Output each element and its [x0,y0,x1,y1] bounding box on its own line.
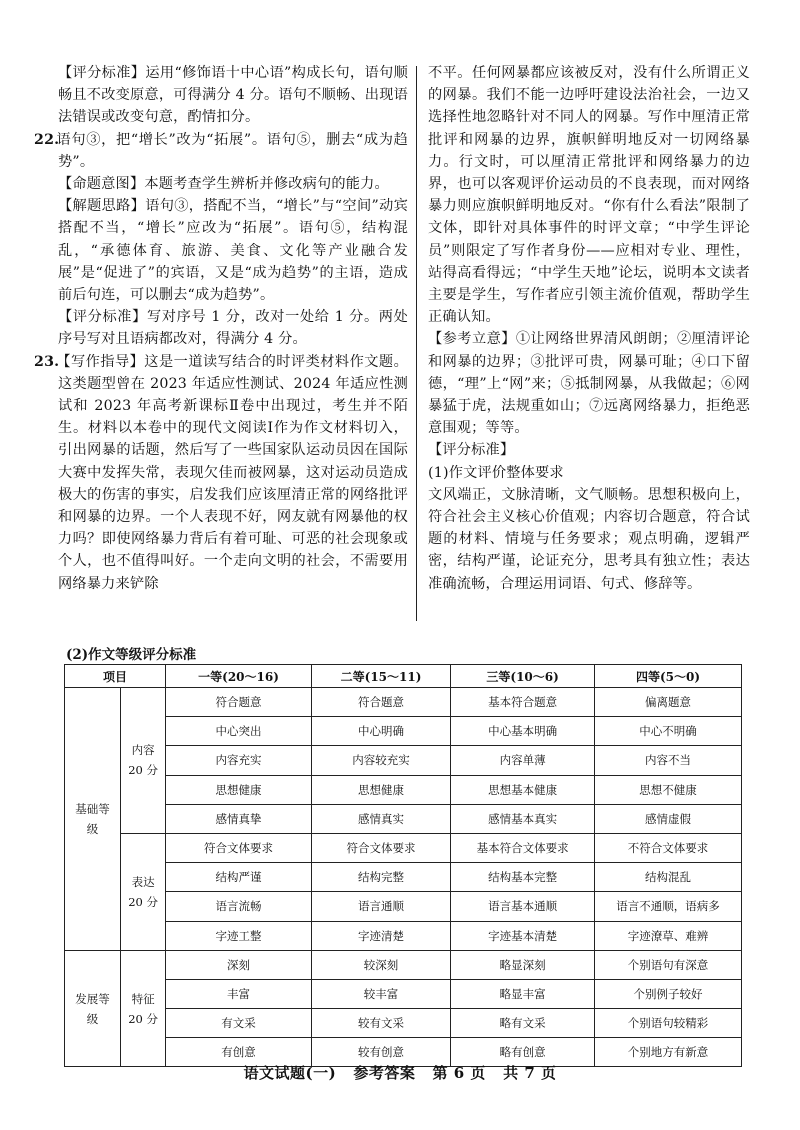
paragraph-text: 【参考立意】①让网络世界清风朗朗；②厘清评论和网暴的边界；③批评可贵，网暴可耻；④口下留德，“理”上“网”来；⑤抵制网暴，从我做起；⑥网暴猛于虎，法规重如山；⑦远离网络暴力，拒绝恶意围观；等等。 [428,331,750,437]
section-content: 内容 20 分 [121,688,166,834]
table-cell: 内容充实 [166,746,312,775]
table-cell: 思想健康 [166,775,312,804]
paragraph-text: (1)作文评价整体要求 [428,464,564,481]
footer-page: 第 6 页 [432,1064,486,1082]
table-cell: 字迹清楚 [311,921,450,950]
table-cell: 内容单薄 [451,746,595,775]
table-row [65,892,742,921]
table-row [65,688,742,717]
table-cell: 语言基本通顺 [451,892,595,921]
header-item: 项目 [65,665,166,688]
header-grade-3: 三等(10～6) [451,665,595,688]
table-cell: 结构严谨 [166,863,312,892]
table-cell: 语言流畅 [166,892,312,921]
table-row [65,746,742,775]
answer-paragraph [58,62,408,129]
table-header-row [65,665,742,688]
table-cell: 结构完整 [311,863,450,892]
answer-paragraph [428,484,750,595]
table-cell: 结构基本完整 [451,863,595,892]
footer-subtitle: 参考答案 [353,1064,416,1082]
section-feature: 特征 20 分 [121,950,166,1067]
table-cell: 中心明确 [311,717,450,746]
table-cell: 略显深刻 [451,950,595,979]
table-cell: 感情虚假 [595,804,742,833]
paragraph-text: 不平。任何网暴都应该被反对，没有什么所谓正义的网暴。我们不能一边呼吁建设法治社会，一边又选择性地忽略针对不同人的网暴。写作中厘清正常批评和网暴的边界，旗帜鲜明地反对一切网络暴力。行文时，可以厘清正常批评和网络暴力的边界，也可以客观评价运动员的不良表现，而对网络暴力则应旗帜鲜明地反对。“你有什么看法”限制了文体，即针对具体事件的时评文章；“中学生评论员”则限定了写作者身份——应相对专业、理性，站得高看得远；“中学生天地”论坛，说明本文读者主要是学生，写作者应引领主流价值观，帮助学生正确认知。 [428,65,750,326]
question-paragraph [34,351,408,595]
paragraph-text: 文风端正，文脉清晰，文气顺畅。思想积极向上，符合社会主义核心价值观；内容切合题意，符合试题的材料、情境与任务要求；观点明确，逻辑严密，结构严谨，论证充分，思考具有独立性；表达准确流畅，合理运用词语、句式、修辞等。 [428,486,750,592]
answer-paragraph [58,173,408,195]
table-cell: 较有文采 [311,1009,450,1038]
grading-table [64,664,742,1067]
page-footer [0,1062,800,1083]
column-divider [416,66,417,621]
table-cell: 丰富 [166,979,312,1008]
table-cell: 符合题意 [311,688,450,717]
table-cell: 字迹潦草、难辨 [595,921,742,950]
table-cell: 中心突出 [166,717,312,746]
table-caption: (2)作文等级评分标准 [66,647,197,663]
table-cell: 个别语句有深意 [595,950,742,979]
table-cell: 内容较充实 [311,746,450,775]
section-expression: 表达 20 分 [121,833,166,950]
answer-paragraph [58,195,408,306]
table-cell: 不符合文体要求 [595,833,742,862]
answer-paragraph [428,62,750,328]
group-development: 发展等级 [65,950,121,1067]
answer-paragraph [58,306,408,350]
table-cell: 略有文采 [451,1009,595,1038]
header-grade-1: 一等(20～16) [166,665,312,688]
table-cell: 思想不健康 [595,775,742,804]
table-cell: 个别语句较精彩 [595,1009,742,1038]
table-cell: 字迹基本清楚 [451,921,595,950]
table-cell: 中心基本明确 [451,717,595,746]
paragraph-text: 【评分标准】运用“修饰语十中心语”构成长句，语句顺畅且不改变原意，可得满分 4 分。语句不顺畅、出现语法错误或改变句意，酌情扣分。 [58,65,408,126]
table-cell: 语言通顺 [311,892,450,921]
table-cell: 个别地方有新意 [595,1038,742,1067]
table-cell: 内容不当 [595,746,742,775]
question-paragraph [34,129,408,173]
table-row [65,863,742,892]
table-cell: 深刻 [166,950,312,979]
table-row [65,950,742,979]
table-cell: 中心不明确 [595,717,742,746]
table-row [65,1009,742,1038]
footer-total: 共 7 页 [503,1064,557,1082]
left-column [34,62,408,595]
table-cell: 略显丰富 [451,979,595,1008]
group-basic: 基础等级 [65,688,121,951]
right-column [428,62,750,595]
table-cell: 符合题意 [166,688,312,717]
question-number: 23. [34,353,60,370]
table-cell: 思想基本健康 [451,775,595,804]
paragraph-text: 【评分标准】写对序号 1 分，改对一处给 1 分。两处序号写对且语病都改对，得满分 4 分。 [58,309,408,348]
header-grade-4: 四等(5～0) [595,665,742,688]
table-row [65,717,742,746]
table-cell: 有创意 [166,1038,312,1067]
table-cell: 语言不通顺，语病多 [595,892,742,921]
table-cell: 符合文体要求 [166,833,312,862]
answer-paragraph [428,439,750,461]
table-cell: 个别例子较好 [595,979,742,1008]
table-cell: 字迹工整 [166,921,312,950]
table-cell: 基本符合题意 [451,688,595,717]
table-cell: 感情基本真实 [451,804,595,833]
paragraph-text: 语句③，把“增长”改为“拓展”。语句⑤，删去“成为趋势”。 [56,131,408,170]
answer-paragraph [428,462,750,484]
table-cell: 感情真实 [311,804,450,833]
table-row [65,921,742,950]
table-row [65,979,742,1008]
table-row [65,804,742,833]
table-row [65,833,742,862]
table-cell: 基本符合文体要求 [451,833,595,862]
paragraph-text: 【写作指导】这是一道读写结合的时评类材料作文题。这类题型曾在 2023 年适应性测试、2024 年适应性测试和 2023 年高考新课标Ⅱ卷中出现过，考生并不陌生。材料以本卷中的现代文阅读Ⅰ作为作文材料切入，引出网暴的话题，然后写了一些国家队运动员因在国际大赛中发挥失常，表现欠佳而被网暴，这对运动员造成极大的伤害的事实，启发我们应该厘清正常的网络批评和网暴的边界。一个人表现不好，网友就有网暴他的权力吗？即使网络暴力背后有着可耻、可恶的社会现象或个人，也不值得叫好。一个走向文明的社会，不需要用网络暴力来铲除 [56,353,408,592]
table-cell: 略有创意 [451,1038,595,1067]
table-cell: 有文采 [166,1009,312,1038]
table-cell: 结构混乱 [595,863,742,892]
table-cell: 思想健康 [311,775,450,804]
paragraph-text: 【命题意图】本题考查学生辨析并修改病句的能力。 [58,176,389,193]
table-row [65,775,742,804]
table-cell: 较丰富 [311,979,450,1008]
paragraph-text: 【解题思路】语句③，搭配不当，“增长”与“空间”动宾搭配不当，“增长”应改为“拓展”。语句⑤，结构混乱，“承德体育、旅游、美食、文化等产业融合发展”是“促进了”的宾语，又是“成为趋势”的主语，造成前后句连，可以删去“成为趋势”。 [58,198,408,304]
table-cell: 感情真挚 [166,804,312,833]
header-grade-2: 二等(15～11) [311,665,450,688]
paragraph-text: 【评分标准】 [428,442,515,459]
table-cell: 符合文体要求 [311,833,450,862]
table-cell: 偏离题意 [595,688,742,717]
table-cell: 较有创意 [311,1038,450,1067]
footer-title: 语文试题(一) [243,1064,337,1082]
question-number: 22. [34,131,60,148]
table-cell: 较深刻 [311,950,450,979]
answer-paragraph [428,328,750,439]
